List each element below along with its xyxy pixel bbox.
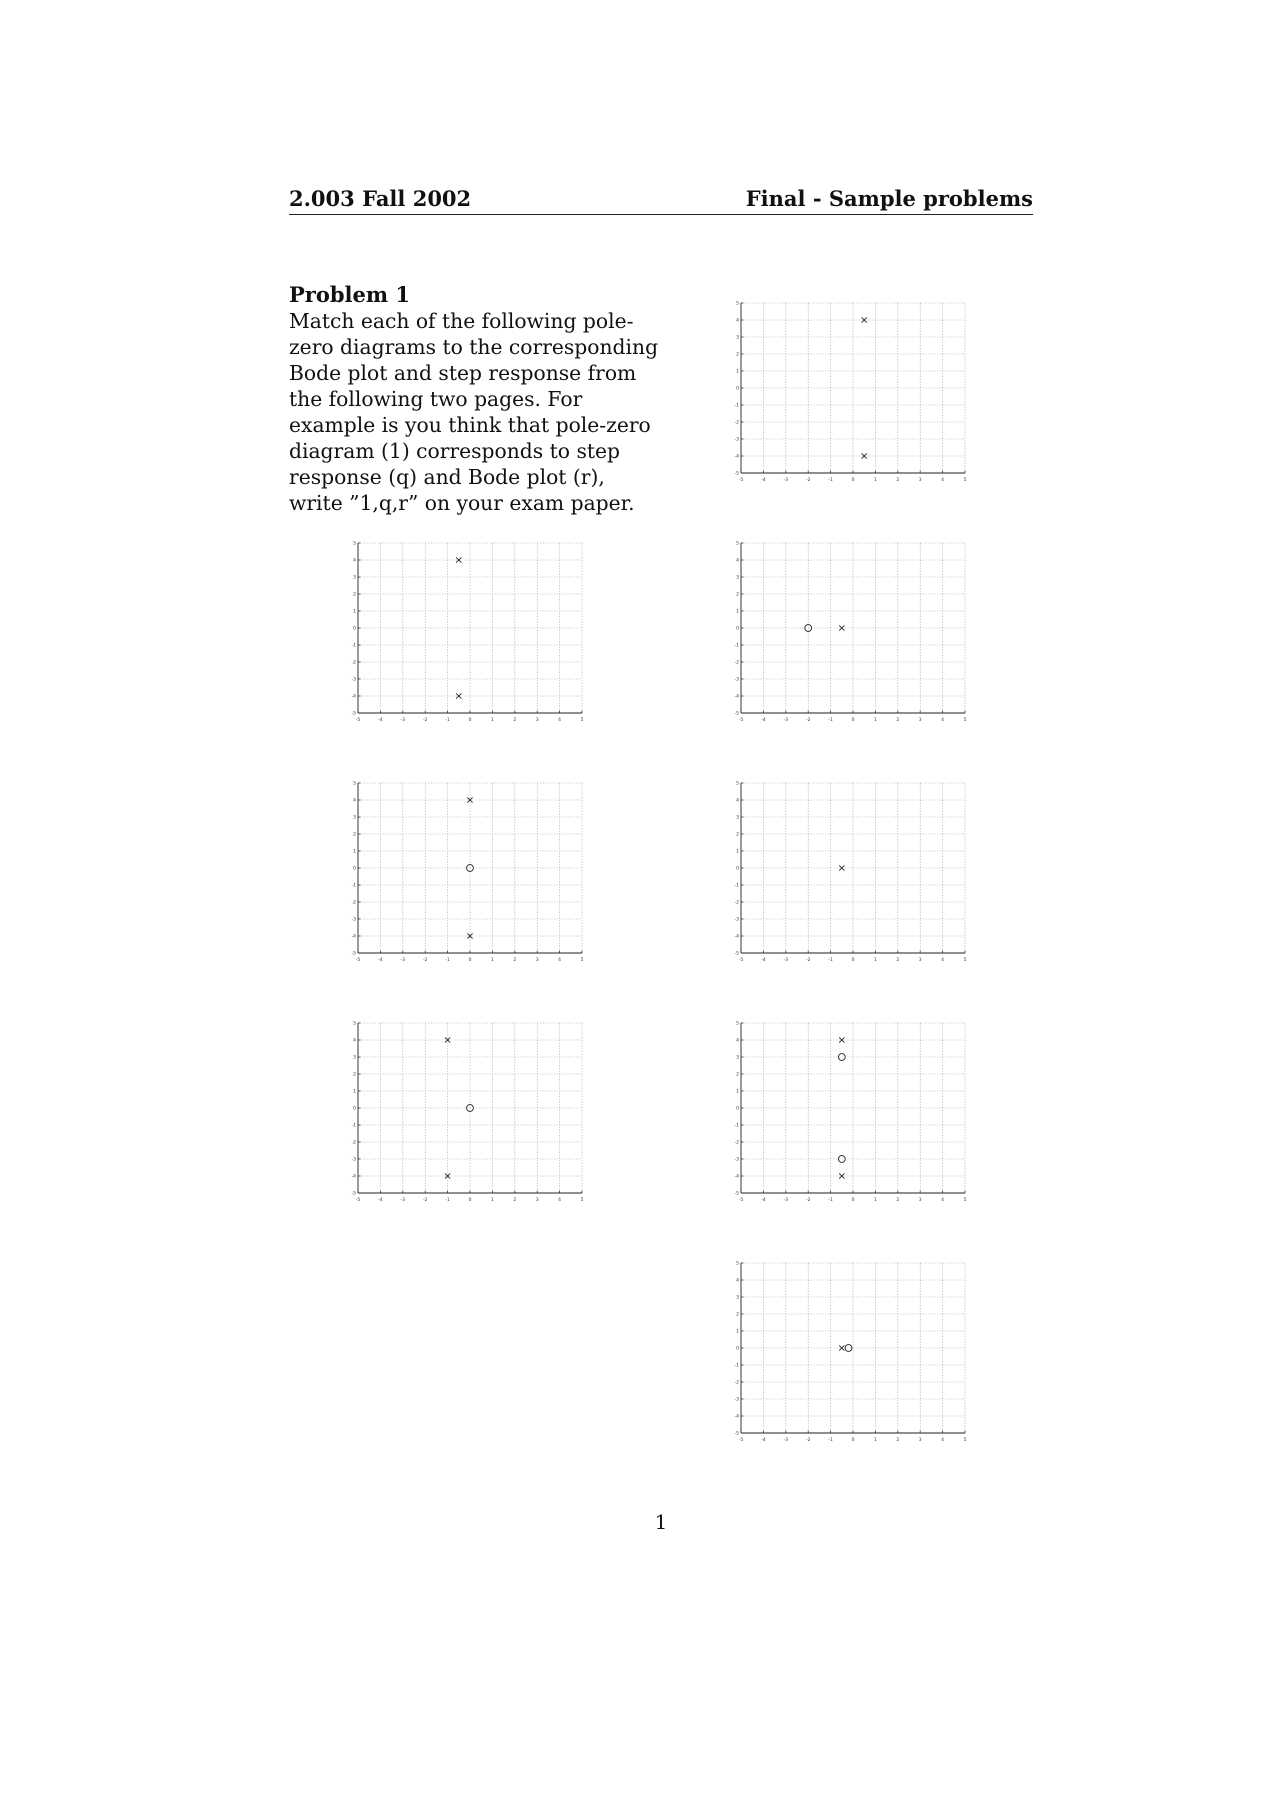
y-tick-label: -3 xyxy=(734,917,739,923)
pole-zero-plot-6 xyxy=(350,1018,594,1210)
y-tick-label: 3 xyxy=(736,1055,739,1061)
x-tick-label: 5 xyxy=(963,718,967,723)
y-tick-label: 4 xyxy=(353,798,356,804)
pole-zero-plot-4 xyxy=(350,778,594,970)
x-tick-label: 5 xyxy=(580,1198,584,1203)
y-tick-label: -1 xyxy=(351,1123,356,1129)
x-tick-label: 4 xyxy=(558,718,562,723)
x-tick-label: 0 xyxy=(851,718,855,723)
y-tick-label: 5 xyxy=(736,541,739,547)
y-tick-label: -4 xyxy=(734,454,739,460)
y-tick-label: 5 xyxy=(736,781,739,787)
pole-zero-plot-8 xyxy=(733,1258,977,1450)
y-tick-label: 2 xyxy=(736,352,739,358)
x-tick-label: 1 xyxy=(873,1198,877,1203)
y-tick-label: 2 xyxy=(353,592,356,598)
y-tick-label: 2 xyxy=(736,1312,739,1318)
grid xyxy=(358,1023,582,1193)
x-tick-label: -1 xyxy=(445,718,450,723)
pole-zero-plot-2 xyxy=(350,538,594,730)
x-tick-label: 4 xyxy=(941,478,945,483)
pole-zero-svg xyxy=(350,538,594,730)
y-tick-label: -4 xyxy=(734,1414,739,1420)
y-tick-label: 4 xyxy=(736,558,739,564)
problem-title: Problem 1 xyxy=(289,282,411,307)
y-tick-label: 4 xyxy=(736,798,739,804)
y-tick-label: -3 xyxy=(734,1157,739,1163)
y-tick-label: 0 xyxy=(736,1106,739,1112)
x-tick-label: -3 xyxy=(783,1198,789,1203)
x-tick-label: -4 xyxy=(378,1198,383,1203)
pole-zero-svg xyxy=(350,1018,594,1210)
x-tick-label: 3 xyxy=(918,478,922,483)
x-tick-label: -5 xyxy=(738,718,744,723)
y-tick-label: 2 xyxy=(736,832,739,838)
grid xyxy=(358,783,582,953)
x-tick-label: 1 xyxy=(873,1438,877,1443)
page-number: 1 xyxy=(654,1510,668,1534)
y-tick-label: 5 xyxy=(353,541,356,547)
y-tick-label: 3 xyxy=(353,1055,356,1061)
y-tick-label: 1 xyxy=(353,849,356,855)
x-tick-label: -1 xyxy=(828,718,833,723)
y-tick-label: -4 xyxy=(734,934,739,940)
y-tick-label: -2 xyxy=(734,900,739,906)
x-tick-label: 4 xyxy=(941,958,945,963)
x-tick-label: -3 xyxy=(783,478,789,483)
x-tick-label: 3 xyxy=(535,1198,539,1203)
x-tick-label: 3 xyxy=(918,718,922,723)
y-tick-label: 4 xyxy=(736,1278,739,1284)
x-tick-label: 0 xyxy=(851,958,855,963)
y-tick-label: -3 xyxy=(351,917,356,923)
x-tick-label: -5 xyxy=(738,478,744,483)
y-tick-label: -3 xyxy=(734,437,739,443)
x-tick-label: -1 xyxy=(445,1198,450,1203)
x-tick-label: 4 xyxy=(558,958,562,963)
grid xyxy=(741,1263,965,1433)
x-tick-label: -2 xyxy=(805,1198,811,1203)
y-tick-label: -5 xyxy=(351,951,356,957)
y-tick-label: -1 xyxy=(734,883,739,889)
y-tick-label: -2 xyxy=(734,420,739,426)
x-tick-label: 5 xyxy=(963,478,967,483)
y-tick-label: 0 xyxy=(353,866,356,872)
x-tick-label: -4 xyxy=(761,478,766,483)
x-tick-label: 2 xyxy=(513,958,517,963)
header-course: 2.003 Fall 2002 xyxy=(289,186,472,211)
x-tick-label: -2 xyxy=(805,718,811,723)
y-tick-label: -1 xyxy=(734,403,739,409)
x-tick-label: -3 xyxy=(400,718,406,723)
y-tick-label: 0 xyxy=(736,866,739,872)
grid xyxy=(741,783,965,953)
grid xyxy=(358,543,582,713)
x-tick-label: -4 xyxy=(761,1438,766,1443)
x-tick-label: 3 xyxy=(918,1198,922,1203)
y-tick-label: 2 xyxy=(736,1072,739,1078)
x-tick-label: -3 xyxy=(783,958,789,963)
pole-zero-svg xyxy=(733,1018,977,1210)
pole-zero-svg xyxy=(733,538,977,730)
x-tick-label: -3 xyxy=(783,718,789,723)
y-tick-label: 3 xyxy=(736,815,739,821)
y-tick-label: -3 xyxy=(734,1397,739,1403)
y-tick-label: -1 xyxy=(734,643,739,649)
y-tick-label: -2 xyxy=(734,1380,739,1386)
y-tick-label: 1 xyxy=(736,609,739,615)
x-tick-label: 2 xyxy=(896,718,900,723)
problem-text: Match each of the following pole-zero diagrams to the corresponding Bode plot and step response from the following two pages. For example is you think that pole-zero diagram (1) corresponds to step response (q) and Bode plot (r), write ”1,q,r” on your exam paper. xyxy=(289,309,659,515)
y-tick-label: -5 xyxy=(734,1191,739,1197)
x-tick-label: -5 xyxy=(738,1198,744,1203)
y-tick-label: 4 xyxy=(736,318,739,324)
x-tick-label: -4 xyxy=(761,958,766,963)
y-tick-label: -2 xyxy=(351,1140,356,1146)
x-tick-label: 3 xyxy=(918,958,922,963)
x-tick-label: 1 xyxy=(490,718,494,723)
x-tick-label: 5 xyxy=(963,1438,967,1443)
x-tick-label: 4 xyxy=(941,1198,945,1203)
y-tick-label: 1 xyxy=(736,369,739,375)
grid xyxy=(741,1023,965,1193)
x-tick-label: 3 xyxy=(535,718,539,723)
x-tick-label: -2 xyxy=(805,478,811,483)
pole-zero-svg xyxy=(733,1258,977,1450)
y-tick-label: -4 xyxy=(351,934,356,940)
x-tick-label: -5 xyxy=(355,1198,361,1203)
x-tick-label: -1 xyxy=(828,958,833,963)
y-tick-label: 3 xyxy=(353,815,356,821)
y-tick-label: 1 xyxy=(736,1329,739,1335)
y-tick-label: 3 xyxy=(736,1295,739,1301)
x-tick-label: 2 xyxy=(896,958,900,963)
y-tick-label: 1 xyxy=(736,849,739,855)
y-tick-label: 4 xyxy=(736,1038,739,1044)
y-tick-label: 5 xyxy=(736,301,739,307)
y-tick-label: -1 xyxy=(351,883,356,889)
x-tick-label: 0 xyxy=(851,1438,855,1443)
header-title: Final - Sample problems xyxy=(745,186,1033,211)
y-tick-label: -2 xyxy=(734,1140,739,1146)
y-tick-label: -1 xyxy=(351,643,356,649)
x-tick-label: -5 xyxy=(355,958,361,963)
y-tick-label: -4 xyxy=(351,1174,356,1180)
x-tick-label: -4 xyxy=(761,1198,766,1203)
y-tick-label: 0 xyxy=(353,626,356,632)
x-tick-label: 1 xyxy=(873,718,877,723)
x-tick-label: 0 xyxy=(468,958,472,963)
x-tick-label: 2 xyxy=(896,478,900,483)
x-tick-label: -1 xyxy=(445,958,450,963)
x-tick-label: -2 xyxy=(805,958,811,963)
x-tick-label: -5 xyxy=(355,718,361,723)
grid xyxy=(741,303,965,473)
y-tick-label: -5 xyxy=(351,711,356,717)
x-tick-label: 4 xyxy=(941,1438,945,1443)
y-tick-label: 0 xyxy=(353,1106,356,1112)
y-tick-label: 3 xyxy=(736,335,739,341)
y-tick-label: 5 xyxy=(353,781,356,787)
x-tick-label: 1 xyxy=(873,958,877,963)
x-tick-label: -2 xyxy=(422,718,428,723)
y-tick-label: 3 xyxy=(353,575,356,581)
y-tick-label: -1 xyxy=(734,1123,739,1129)
x-tick-label: 0 xyxy=(468,718,472,723)
x-tick-label: -2 xyxy=(422,1198,428,1203)
x-tick-label: 1 xyxy=(873,478,877,483)
x-tick-label: 2 xyxy=(896,1198,900,1203)
y-tick-label: 0 xyxy=(736,386,739,392)
y-tick-label: 5 xyxy=(353,1021,356,1027)
x-tick-label: 3 xyxy=(535,958,539,963)
y-tick-label: 0 xyxy=(736,1346,739,1352)
pole-zero-plot-7 xyxy=(733,1018,977,1210)
x-tick-label: 1 xyxy=(490,1198,494,1203)
y-tick-label: -1 xyxy=(734,1363,739,1369)
x-tick-label: 0 xyxy=(851,478,855,483)
y-tick-label: 2 xyxy=(736,592,739,598)
y-tick-label: -4 xyxy=(351,694,356,700)
y-tick-label: -3 xyxy=(351,677,356,683)
x-tick-label: -5 xyxy=(738,1438,744,1443)
x-tick-label: 0 xyxy=(468,1198,472,1203)
y-tick-label: 2 xyxy=(353,1072,356,1078)
x-tick-label: 2 xyxy=(513,1198,517,1203)
y-tick-label: 4 xyxy=(353,558,356,564)
y-tick-label: -5 xyxy=(351,1191,356,1197)
pole-zero-svg xyxy=(733,778,977,970)
pole-zero-svg xyxy=(350,778,594,970)
y-tick-label: -2 xyxy=(351,900,356,906)
x-tick-label: 0 xyxy=(851,1198,855,1203)
x-tick-label: 5 xyxy=(963,958,967,963)
y-tick-label: 1 xyxy=(736,1089,739,1095)
x-tick-label: 1 xyxy=(490,958,494,963)
x-tick-label: -4 xyxy=(378,718,383,723)
x-tick-label: 4 xyxy=(558,1198,562,1203)
x-tick-label: -3 xyxy=(400,1198,406,1203)
y-tick-label: 2 xyxy=(353,832,356,838)
y-tick-label: 4 xyxy=(353,1038,356,1044)
y-tick-label: -2 xyxy=(734,660,739,666)
x-tick-label: 3 xyxy=(918,1438,922,1443)
y-tick-label: 1 xyxy=(353,1089,356,1095)
y-tick-label: -2 xyxy=(351,660,356,666)
x-tick-label: -2 xyxy=(805,1438,811,1443)
y-tick-label: 3 xyxy=(736,575,739,581)
grid xyxy=(741,543,965,713)
x-tick-label: 5 xyxy=(580,958,584,963)
y-tick-label: -4 xyxy=(734,694,739,700)
x-tick-label: 2 xyxy=(896,1438,900,1443)
x-tick-label: -4 xyxy=(378,958,383,963)
x-tick-label: -4 xyxy=(761,718,766,723)
y-tick-label: -3 xyxy=(734,677,739,683)
y-tick-label: -5 xyxy=(734,471,739,477)
x-tick-label: 5 xyxy=(580,718,584,723)
y-tick-label: -5 xyxy=(734,711,739,717)
y-tick-label: -5 xyxy=(734,1431,739,1437)
y-tick-label: 5 xyxy=(736,1261,739,1267)
x-tick-label: -1 xyxy=(828,478,833,483)
header-rule xyxy=(289,214,1033,215)
y-tick-label: -3 xyxy=(351,1157,356,1163)
x-tick-label: 2 xyxy=(513,718,517,723)
y-tick-label: -5 xyxy=(734,951,739,957)
pole-zero-plot-5 xyxy=(733,778,977,970)
x-tick-label: 5 xyxy=(963,1198,967,1203)
x-tick-label: -3 xyxy=(400,958,406,963)
pole-zero-plot-1 xyxy=(733,298,977,490)
y-tick-label: 1 xyxy=(353,609,356,615)
x-tick-label: -2 xyxy=(422,958,428,963)
x-tick-label: -5 xyxy=(738,958,744,963)
pole-zero-svg xyxy=(733,298,977,490)
x-tick-label: -3 xyxy=(783,1438,789,1443)
y-tick-label: 5 xyxy=(736,1021,739,1027)
x-tick-label: 4 xyxy=(941,718,945,723)
x-tick-label: -1 xyxy=(828,1198,833,1203)
pole-zero-plot-3 xyxy=(733,538,977,730)
x-tick-label: -1 xyxy=(828,1438,833,1443)
y-tick-label: -4 xyxy=(734,1174,739,1180)
y-tick-label: 0 xyxy=(736,626,739,632)
